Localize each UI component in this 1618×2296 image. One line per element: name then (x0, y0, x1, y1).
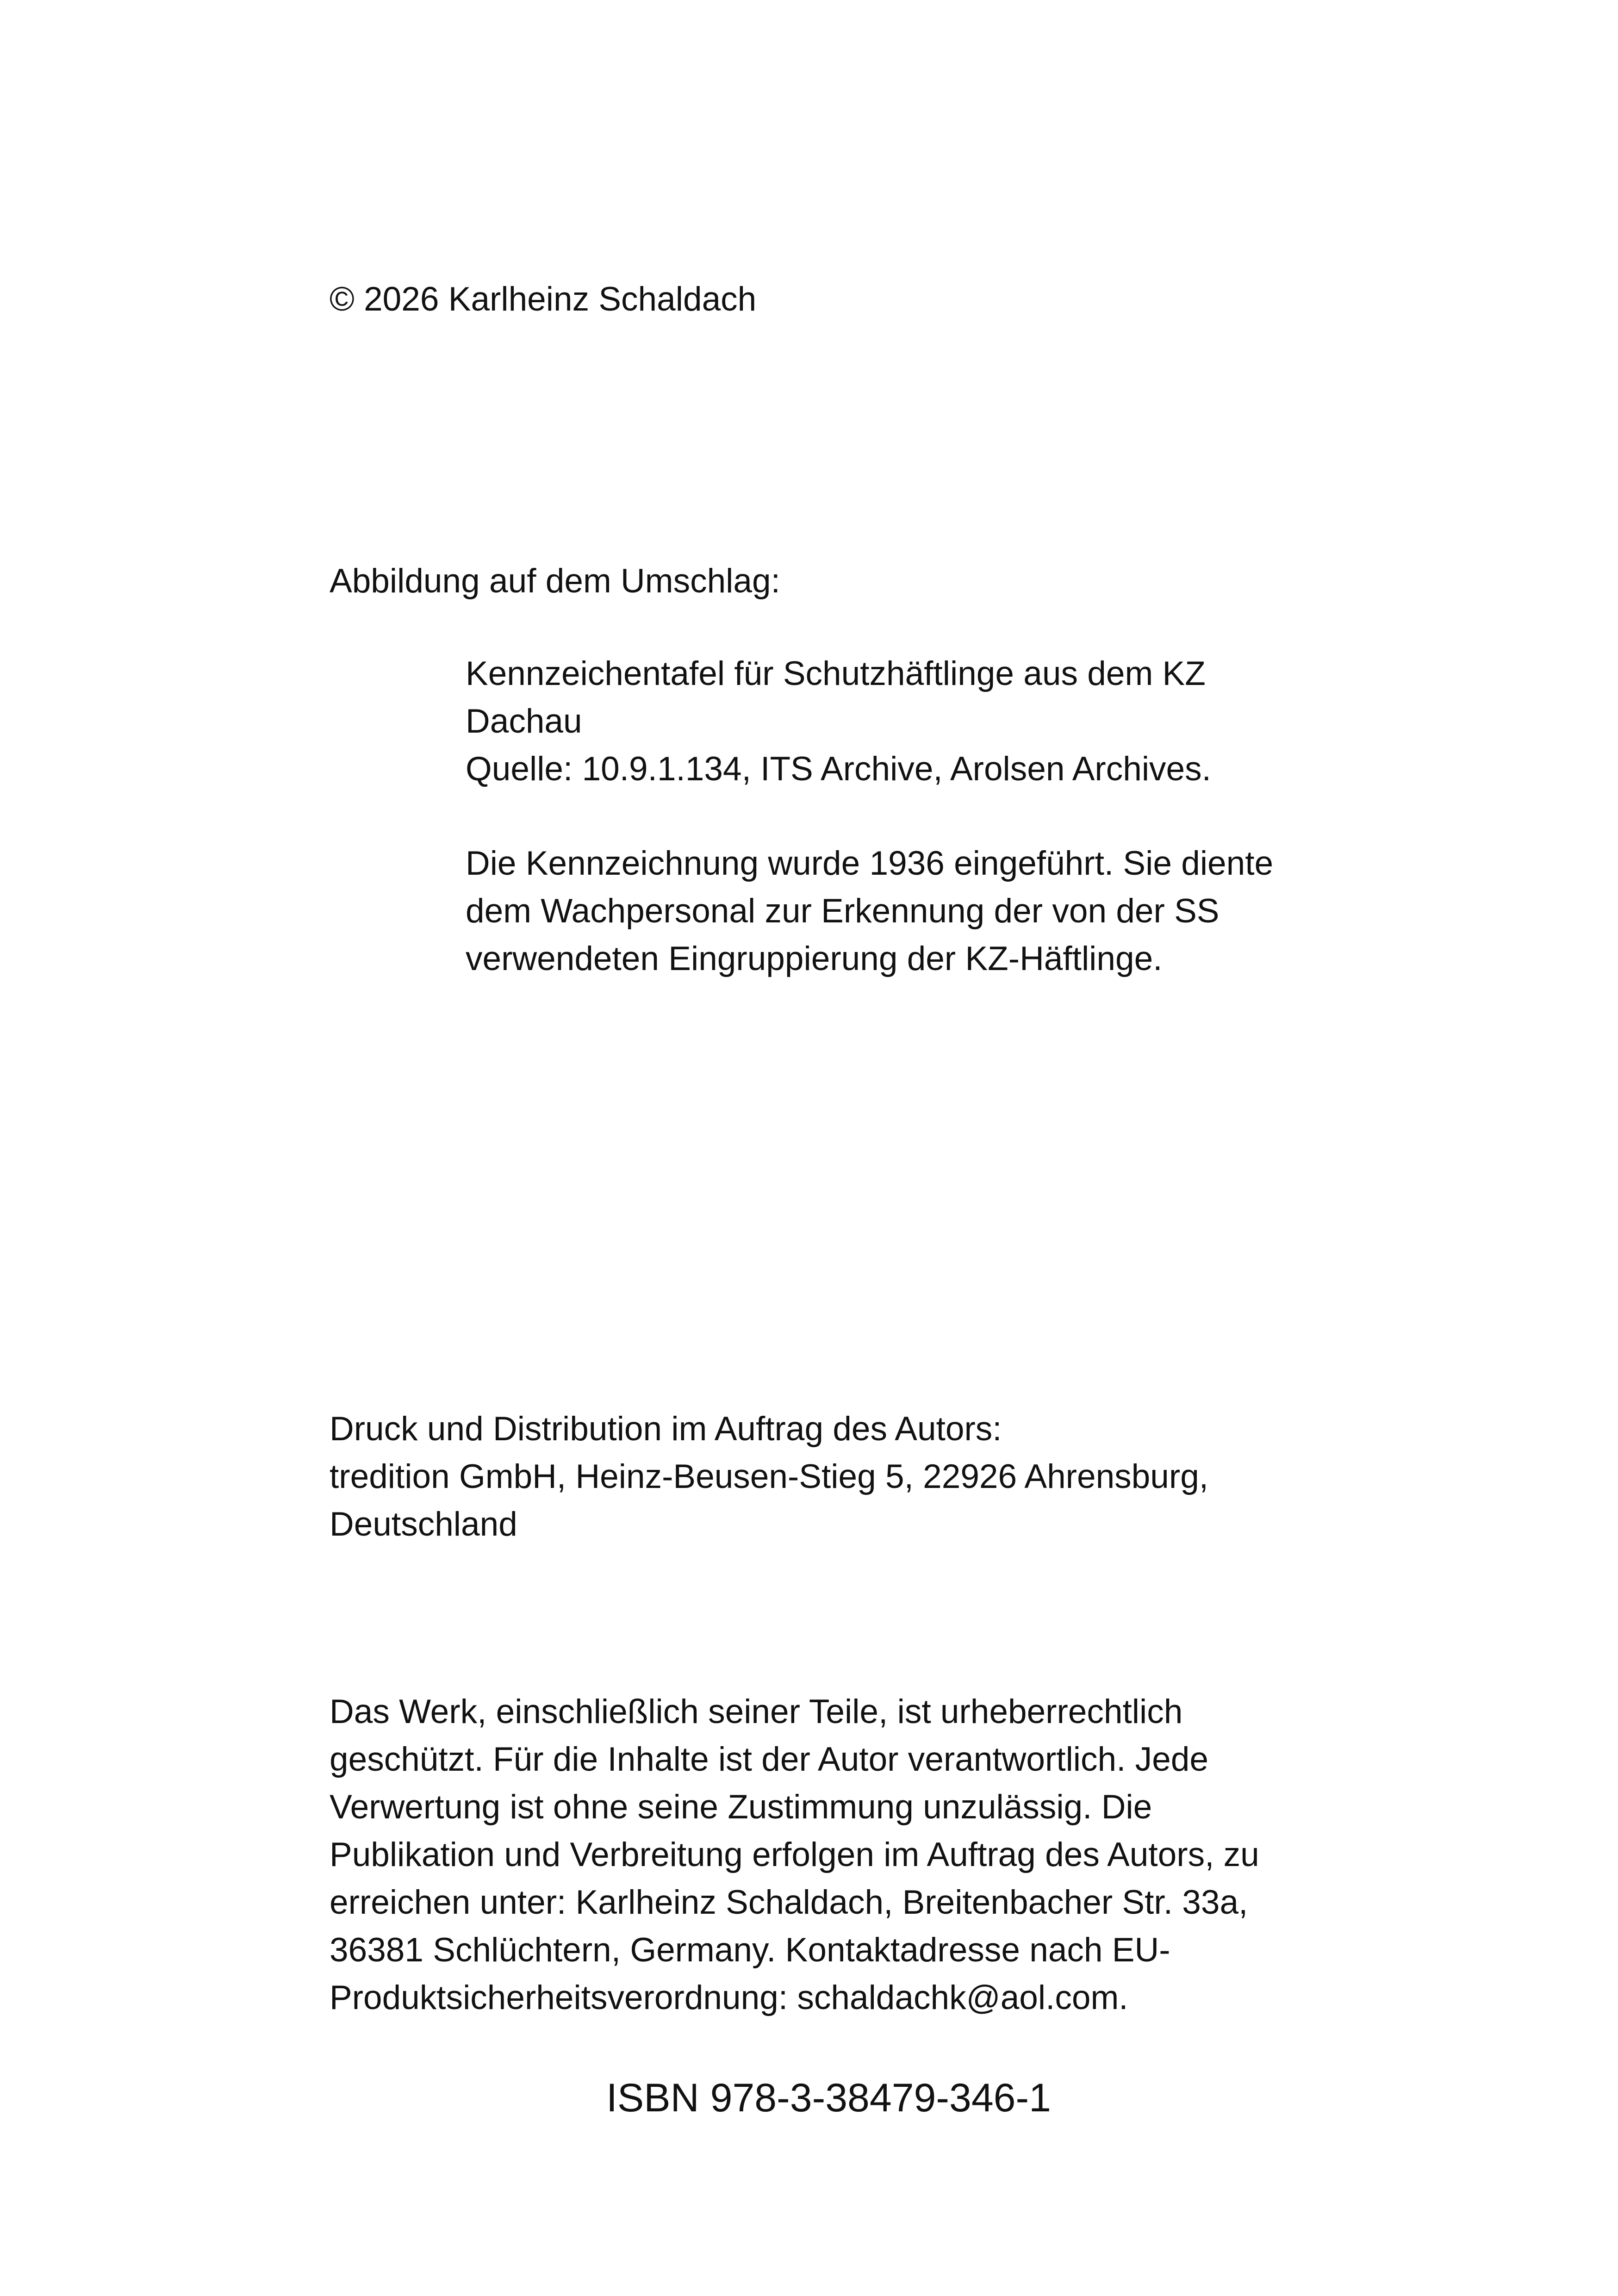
rights-line: Publikation und Verbreitung erfolgen im Auftrag des Autors, zu (330, 1836, 1259, 1873)
cover-caption-line: Dachau (466, 703, 582, 740)
rights-line: geschützt. Für die Inhalte ist der Autor verantwortlich. Jede (330, 1741, 1208, 1778)
cover-note-line: verwendeten Eingruppierung der KZ-Häftlinge. (466, 940, 1163, 977)
cover-caption-source: Quelle: 10.9.1.134, ITS Archive, Arolsen Archives. (466, 750, 1211, 788)
rights-line: Das Werk, einschließlich seiner Teile, ist urheberrechtlich (330, 1693, 1183, 1730)
cover-note-line: Die Kennzeichnung wurde 1936 eingeführt. Sie diente (466, 845, 1274, 882)
distribution-line: Druck und Distribution im Auftrag des Autors: (330, 1410, 1002, 1448)
cover-caption-line: Kennzeichentafel für Schutzhäftlinge aus dem KZ (466, 655, 1206, 692)
cover-image-heading: Abbildung auf dem Umschlag: (330, 562, 780, 600)
isbn-number: ISBN 978-3-38479-346-1 (606, 2076, 1051, 2120)
rights-line: erreichen unter: Karlheinz Schaldach, Breitenbacher Str. 33a, (330, 1884, 1248, 1921)
rights-line: 36381 Schlüchtern, Germany. Kontaktadresse nach EU- (330, 1931, 1170, 1969)
copyright-notice: © 2026 Karlheinz Schaldach (330, 280, 757, 318)
rights-line: Verwertung ist ohne seine Zustimmung unzulässig. Die (330, 1788, 1152, 1826)
rights-line: Produktsicherheitsverordnung: schaldachk@aol.com. (330, 1979, 1128, 2016)
cover-note-line: dem Wachpersonal zur Erkennung der von der SS (466, 892, 1220, 930)
distribution-line: tredition GmbH, Heinz-Beusen-Stieg 5, 22926 Ahrensburg, (330, 1458, 1209, 1495)
distribution-line: Deutschland (330, 1506, 517, 1543)
